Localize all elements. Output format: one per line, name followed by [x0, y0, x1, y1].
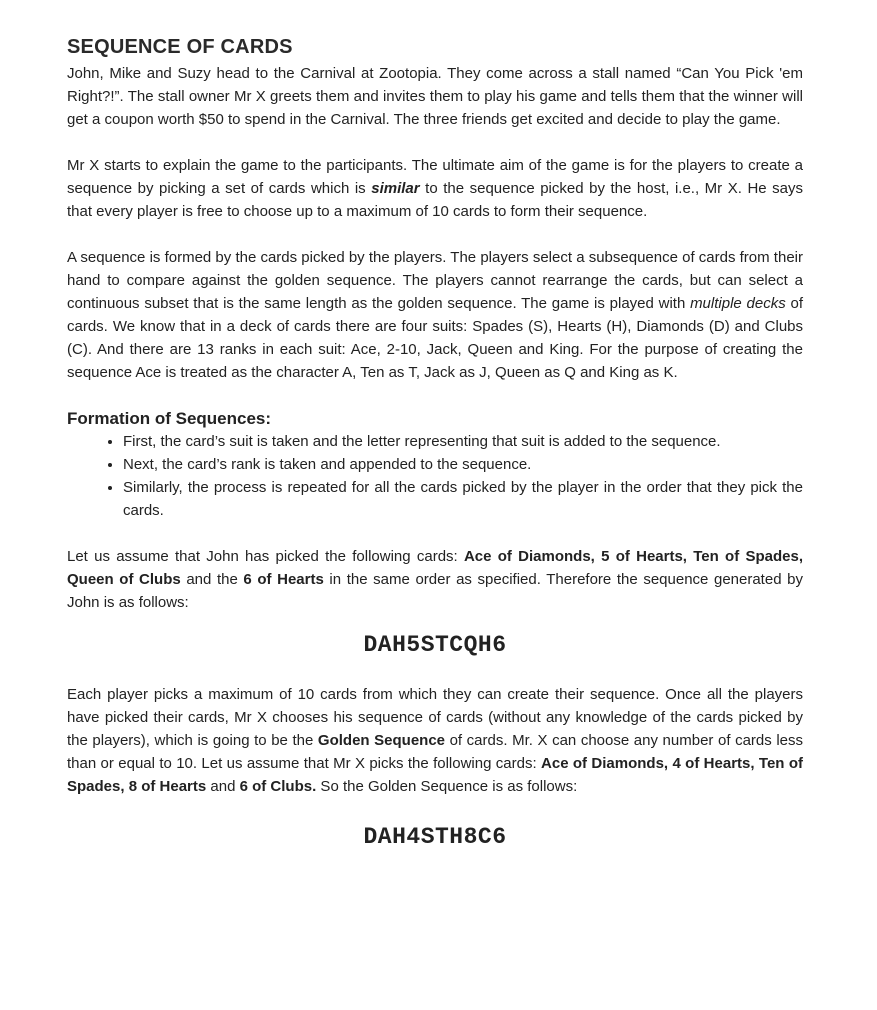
spacer	[67, 522, 803, 545]
john-text-2: and the	[180, 571, 244, 588]
sequence-def-text-1: A sequence is formed by the cards picked by the players. The players select a subsequence of cards from their hand to compare against the golden sequence. The players cannot rearrange the cards, but can select a continuous subset that is the same length as the golden sequence. The game is played with	[67, 249, 803, 312]
sequence-definition-paragraph	[67, 246, 803, 384]
spacer	[67, 614, 803, 630]
sequence-def-emphasis: multiple decks	[690, 295, 786, 312]
document-page	[67, 34, 803, 852]
john-last-card: 6 of Hearts	[243, 571, 324, 588]
spacer	[67, 798, 803, 822]
formation-heading: Formation of Sequences:	[67, 409, 272, 428]
spacer	[67, 660, 803, 683]
golden-sequence: DAH4STH8C6	[363, 824, 507, 850]
spacer	[67, 223, 803, 246]
rules-paragraph	[67, 154, 803, 223]
list-item: • First, the card’s suit is taken and the letter representing that suit is added to the sequence.	[123, 430, 803, 453]
rules-text-1: Mr X starts to explain the game to the participants. The ultimate aim of the game is for the players to create a sequence by picking a set of cards which is	[67, 157, 803, 197]
spacer	[67, 131, 803, 154]
golden-text-1: Each player picks a maximum of 10 cards from which they can create their sequence. Once all the players have picked their cards, Mr X chooses his sequence of cards (without any knowledge of the cards picked by the players), which is going to be the	[67, 686, 803, 749]
golden-cards: Ace of Diamonds, 4 of Hearts, Ten of Spades, 8 of Hearts	[67, 755, 803, 795]
john-sequence: DAH5STCQH6	[363, 632, 507, 658]
golden-text-2: of cards. Mr. X can choose any number of cards less than or equal to 10. Let us assume that Mr X picks the following cards:	[67, 732, 803, 772]
golden-text-4: So the Golden Sequence is as follows:	[316, 778, 578, 795]
john-example-paragraph	[67, 545, 803, 614]
john-text-1: Let us assume that John has picked the following cards:	[67, 548, 464, 565]
golden-text-3: and	[206, 778, 240, 795]
rules-emphasis: similar	[371, 180, 420, 197]
intro-paragraph: John, Mike and Suzy head to the Carnival at Zootopia. They come across a stall named “Can You Pick 'em Right?!”. The stall owner Mr X greets them and invites them to play his game and tells them that the winner will get a coupon worth $50 to spend in the Carnival. The three friends get excited and decide to play the game.	[67, 65, 803, 128]
sequence-def-text-2: of cards. We know that in a deck of cards there are four suits: Spades (S), Hearts (H), Diamonds (D) and Clubs (C). And there are 13 ranks in each suit: Ace, 2-10, Jack, Queen and King. For the purpose of creating the sequence Ace is treated as the character A, Ten as T, Jack as J, Queen as Q and King as K.	[67, 295, 803, 381]
spacer	[67, 384, 803, 407]
golden-last-card: 6 of Clubs.	[239, 778, 317, 795]
john-text-3: in the same order as specified. Therefore the sequence generated by John is as follows:	[67, 571, 803, 611]
list-item: • Similarly, the process is repeated for all the cards picked by the player in the order that they pick the cards.	[123, 476, 803, 522]
golden-sequence-term: Golden Sequence	[317, 732, 446, 749]
rules-text-2: to the sequence picked by the host, i.e., Mr X. He says that every player is free to choose up to a maximum of 10 cards to form their sequence.	[67, 180, 804, 220]
page-title: SEQUENCE OF CARDS	[67, 36, 293, 58]
formation-list	[67, 430, 803, 522]
john-cards: Ace of Diamonds, 5 of Hearts, Ten of Spades, Queen of Clubs	[67, 548, 803, 588]
list-item: • Next, the card’s rank is taken and appended to the sequence.	[123, 453, 803, 476]
golden-example-paragraph	[67, 683, 803, 798]
